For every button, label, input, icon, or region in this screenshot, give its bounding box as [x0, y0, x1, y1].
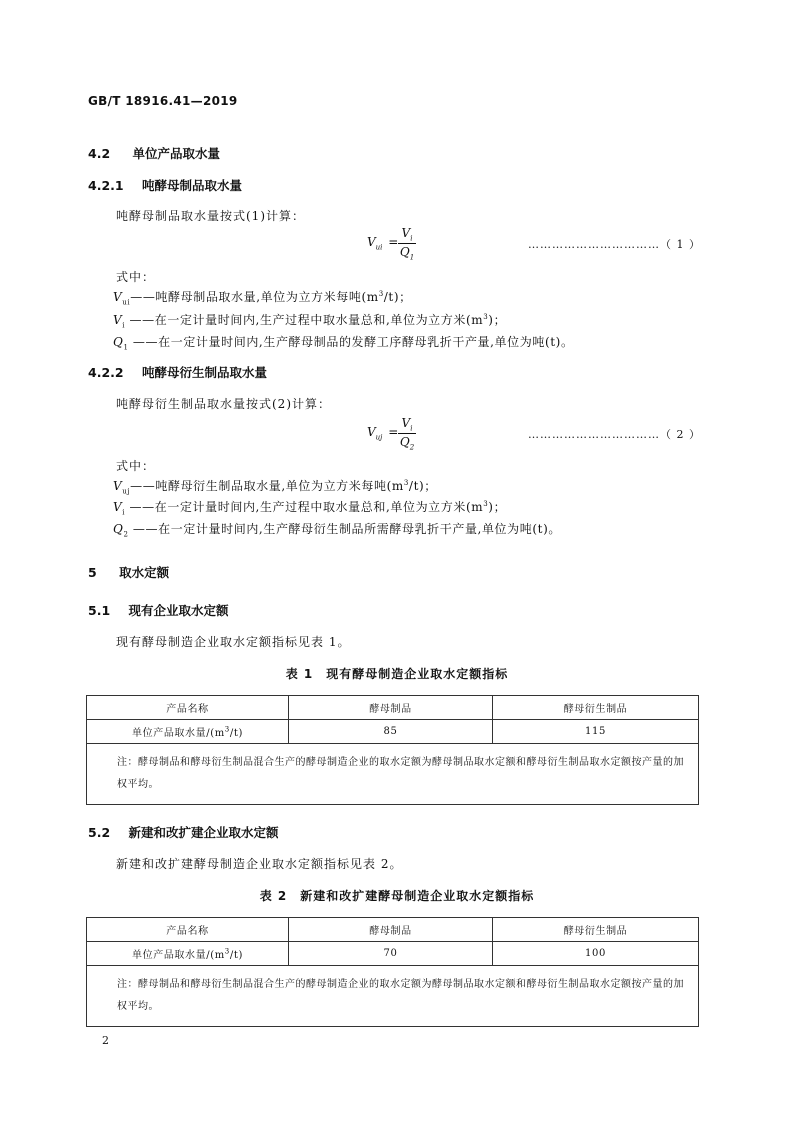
def-tail: )； [488, 313, 507, 327]
where-label-1: 式中： [116, 270, 156, 284]
document-code-header: GB/T 18916.41—2019 [88, 94, 238, 108]
table-1 [86, 695, 699, 805]
table-2 [86, 917, 699, 1027]
def-var: V [113, 479, 123, 493]
numerator-var: V [401, 226, 411, 240]
def-tail: )； [488, 500, 507, 514]
def-text: ——在一定计量时间内,生产过程中取水量总和,单位为立方米(m [125, 500, 484, 514]
def-sub: ui [122, 298, 131, 307]
table-note-row [87, 744, 699, 805]
table-header-row [87, 918, 699, 942]
table-2-caption: 表 2 新建和改扩建酵母制造企业取水定额指标 [259, 889, 535, 903]
lhs-var: V [367, 425, 376, 439]
numerator-var: V [401, 416, 411, 430]
def-text: ——吨酵母衍生制品取水量,单位为立方米每吨(m [130, 479, 404, 493]
formula-1-fraction [398, 226, 416, 262]
where-label-2: 式中： [116, 459, 156, 473]
row-label-sup: 3 [224, 725, 230, 734]
formula-1-intro: 吨酵母制品取水量按式(1)计算： [116, 209, 305, 223]
value-cell: 100 [493, 942, 699, 966]
value-cell: 85 [289, 720, 493, 744]
page-number: 2 [102, 1034, 109, 1047]
denominator-sub: 1 [409, 253, 415, 262]
section-5-1-intro: 现有酵母制造企业取水定额指标见表 1。 [116, 635, 351, 649]
def-var: V [113, 290, 123, 304]
table-1-caption: 表 1 现有酵母制造企业取水定额指标 [285, 667, 509, 681]
def-var: V [113, 313, 123, 327]
section-number: 4.2 [88, 146, 111, 161]
numerator-sub: i [410, 234, 413, 243]
formula-2-lhs: $V_{uj}$ = [367, 425, 399, 442]
numerator-sub: i [410, 424, 413, 433]
definition-vui [113, 288, 412, 306]
definition-q1 [113, 333, 574, 351]
def-text: ——在一定计量时间内,生产过程中取水量总和,单位为立方米(m [125, 313, 484, 327]
section-title: 单位产品取水量 [132, 146, 221, 161]
formula-2-intro: 吨酵母衍生制品取水量按式(2)计算： [116, 397, 331, 411]
table-header-row [87, 696, 699, 720]
def-var: Q [113, 335, 124, 349]
table-note-row [87, 966, 699, 1027]
row-label: 单位产品取水量/(m [132, 950, 225, 961]
row-label-tail: /t) [229, 728, 243, 739]
value-cell: 115 [493, 720, 699, 744]
section-4-2-1-heading [88, 176, 242, 194]
section-title: 新建和改扩建企业取水定额 [128, 825, 279, 840]
row-label: 单位产品取水量/(m [132, 728, 225, 739]
table-note: 注：酵母制品和酵母衍生制品混合生产的酵母制造企业的取水定额为酵母制品取水定额和酵母衍生制品取水定额按产量的加权平均。 [87, 966, 699, 1027]
equation-number-2: ……………………………（ 2 ） [528, 428, 701, 441]
section-4-2-heading [88, 144, 220, 162]
section-number: 5.2 [88, 825, 111, 840]
header-cell: 酵母衍生制品 [493, 696, 699, 720]
denominator-var: Q [399, 245, 410, 260]
header-cell: 酵母制品 [289, 696, 493, 720]
section-number: 4.2.2 [88, 365, 124, 380]
header-cell: 酵母制品 [289, 918, 493, 942]
formula-2-fraction [398, 416, 416, 452]
def-sub: i [122, 508, 126, 517]
def-var: V [113, 500, 123, 514]
section-title: 吨酵母制品取水量 [141, 178, 242, 193]
section-4-2-2-heading [88, 363, 267, 381]
def-sub: uj [122, 487, 131, 496]
def-sup: 3 [403, 479, 409, 487]
table-row [87, 942, 699, 966]
def-tail: /t)； [383, 290, 412, 304]
lhs-sub: uj [375, 433, 383, 442]
row-label-sup: 3 [224, 947, 230, 956]
section-title: 现有企业取水定额 [128, 603, 229, 618]
formula-1-lhs: $V_{ui}$ = [367, 235, 399, 252]
section-5-2-heading [88, 823, 279, 841]
def-var: Q [113, 522, 124, 536]
def-sup: 3 [483, 500, 489, 508]
lhs-sub: ui [375, 243, 383, 252]
def-text: ——在一定计量时间内,生产酵母衍生制品所需酵母乳折干产量,单位为吨(t)。 [128, 522, 561, 536]
denominator-var: Q [399, 435, 410, 450]
header-cell: 产品名称 [87, 918, 289, 942]
section-number: 5.1 [88, 603, 111, 618]
row-label-tail: /t) [229, 950, 243, 961]
def-text: ——在一定计量时间内,生产酵母制品的发酵工序酵母乳折干产量,单位为吨(t)。 [128, 335, 574, 349]
section-5-1-heading [88, 601, 229, 619]
section-number: 4.2.1 [88, 178, 124, 193]
equation-number-1: ……………………………（ 1 ） [528, 238, 701, 251]
denominator-sub: 2 [409, 443, 415, 452]
value-cell: 70 [289, 942, 493, 966]
definition-vi-2 [113, 498, 506, 516]
def-sub: i [122, 321, 126, 330]
header-cell: 酵母衍生制品 [493, 918, 699, 942]
table-note: 注：酵母制品和酵母衍生制品混合生产的酵母制造企业的取水定额为酵母制品取水定额和酵母衍生制品取水定额按产量的加权平均。 [87, 744, 699, 805]
def-tail: /t)； [408, 479, 437, 493]
lhs-var: V [367, 235, 376, 249]
section-5-heading [88, 563, 169, 581]
section-title: 取水定额 [119, 565, 170, 580]
definition-q2 [113, 520, 561, 538]
def-text: ——吨酵母制品取水量,单位为立方米每吨(m [130, 290, 379, 304]
def-sub: 1 [123, 343, 129, 352]
row-label-cell [87, 942, 289, 966]
section-title: 吨酵母衍生制品取水量 [141, 365, 267, 380]
def-sub: 2 [123, 530, 129, 539]
section-5-2-intro: 新建和改扩建酵母制造企业取水定额指标见表 2。 [116, 857, 403, 871]
table-row [87, 720, 699, 744]
header-cell: 产品名称 [87, 696, 289, 720]
def-sup: 3 [483, 313, 489, 321]
definition-vi [113, 311, 506, 329]
def-sup: 3 [378, 290, 384, 298]
section-number: 5 [88, 565, 97, 580]
definition-vuj [113, 477, 437, 495]
row-label-cell [87, 720, 289, 744]
